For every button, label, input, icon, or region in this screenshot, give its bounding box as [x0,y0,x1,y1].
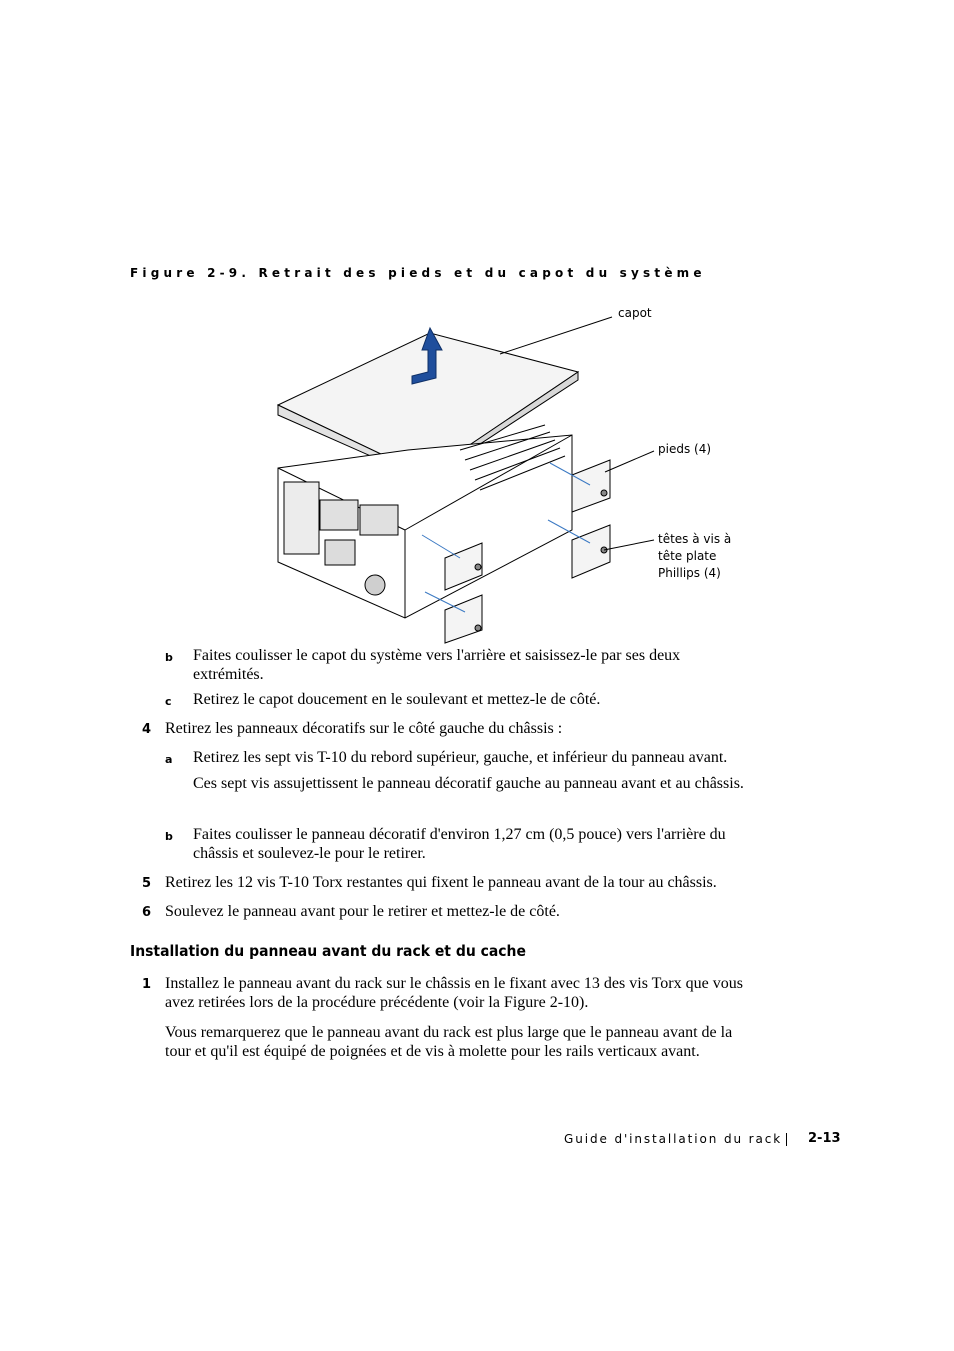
step-text: Retirez le capot doucement en le soulevant et mettez-le de côté. [193,691,601,708]
footer-title: Guide d'installation du rack [564,1132,783,1146]
step-marker: b [165,830,173,843]
step-marker: c [165,695,172,708]
step-text: Retirez les 12 vis T-10 Torx restantes qui fixent le panneau avant de la tour au châssis. [165,874,717,891]
step-text: Soulevez le panneau avant pour le retirer et mettez-le de côté. [165,903,560,920]
step-number: 4 [142,722,152,737]
step-number: 1 [142,977,152,992]
footer-separator [786,1133,787,1146]
step-a-note: Ces sept vis assujettissent le panneau décoratif gauche au panneau avant et au châssis. [193,775,744,792]
step-marker: b [165,651,173,664]
section-heading: Installation du panneau avant du rack et du cache [130,942,526,960]
step-text: Retirez les sept vis T-10 du rebord supérieur, gauche, et inférieur du panneau avant. [193,749,728,766]
step-text: Installez le panneau avant du rack sur le châssis en le fixant avec 13 des vis Torx que vous avez retirées lors de la procédure précédente (voir la Figure 2-10). [165,975,743,1011]
figure-caption: Figure 2-9. Retrait des pieds et du capot du système [130,266,706,280]
callout-vis-line1: têtes à vis à [658,532,732,546]
callout-pieds: pieds (4) [658,442,712,456]
step-number: 5 [142,876,152,891]
callout-capot: capot [618,306,652,320]
step-text: Faites coulisser le panneau décoratif d'environ 1,27 cm (0,5 pouce) vers l'arrière du châssis et soulevez-le pour le retirer. [193,826,726,862]
step-text: Retirez les panneaux décoratifs sur le côté gauche du châssis : [165,720,563,737]
callout-vis-line2: tête plate [658,549,717,563]
system-cover-removal-illustration [260,300,780,650]
step-text: Faites coulisser le capot du système vers l'arrière et saisissez-le par ses deux extrémités. [193,647,681,683]
step-marker: a [165,753,173,766]
page-number: 2-13 [808,1131,841,1146]
section-step-1-note: Vous remarquerez que le panneau avant du rack est plus large que le panneau avant de la tour et qu'il est équipé de poignées et de vis à molette pour les rails verticaux avant. [165,1024,733,1060]
step-number: 6 [142,905,152,920]
callout-vis-line3: Phillips (4) [658,566,721,580]
